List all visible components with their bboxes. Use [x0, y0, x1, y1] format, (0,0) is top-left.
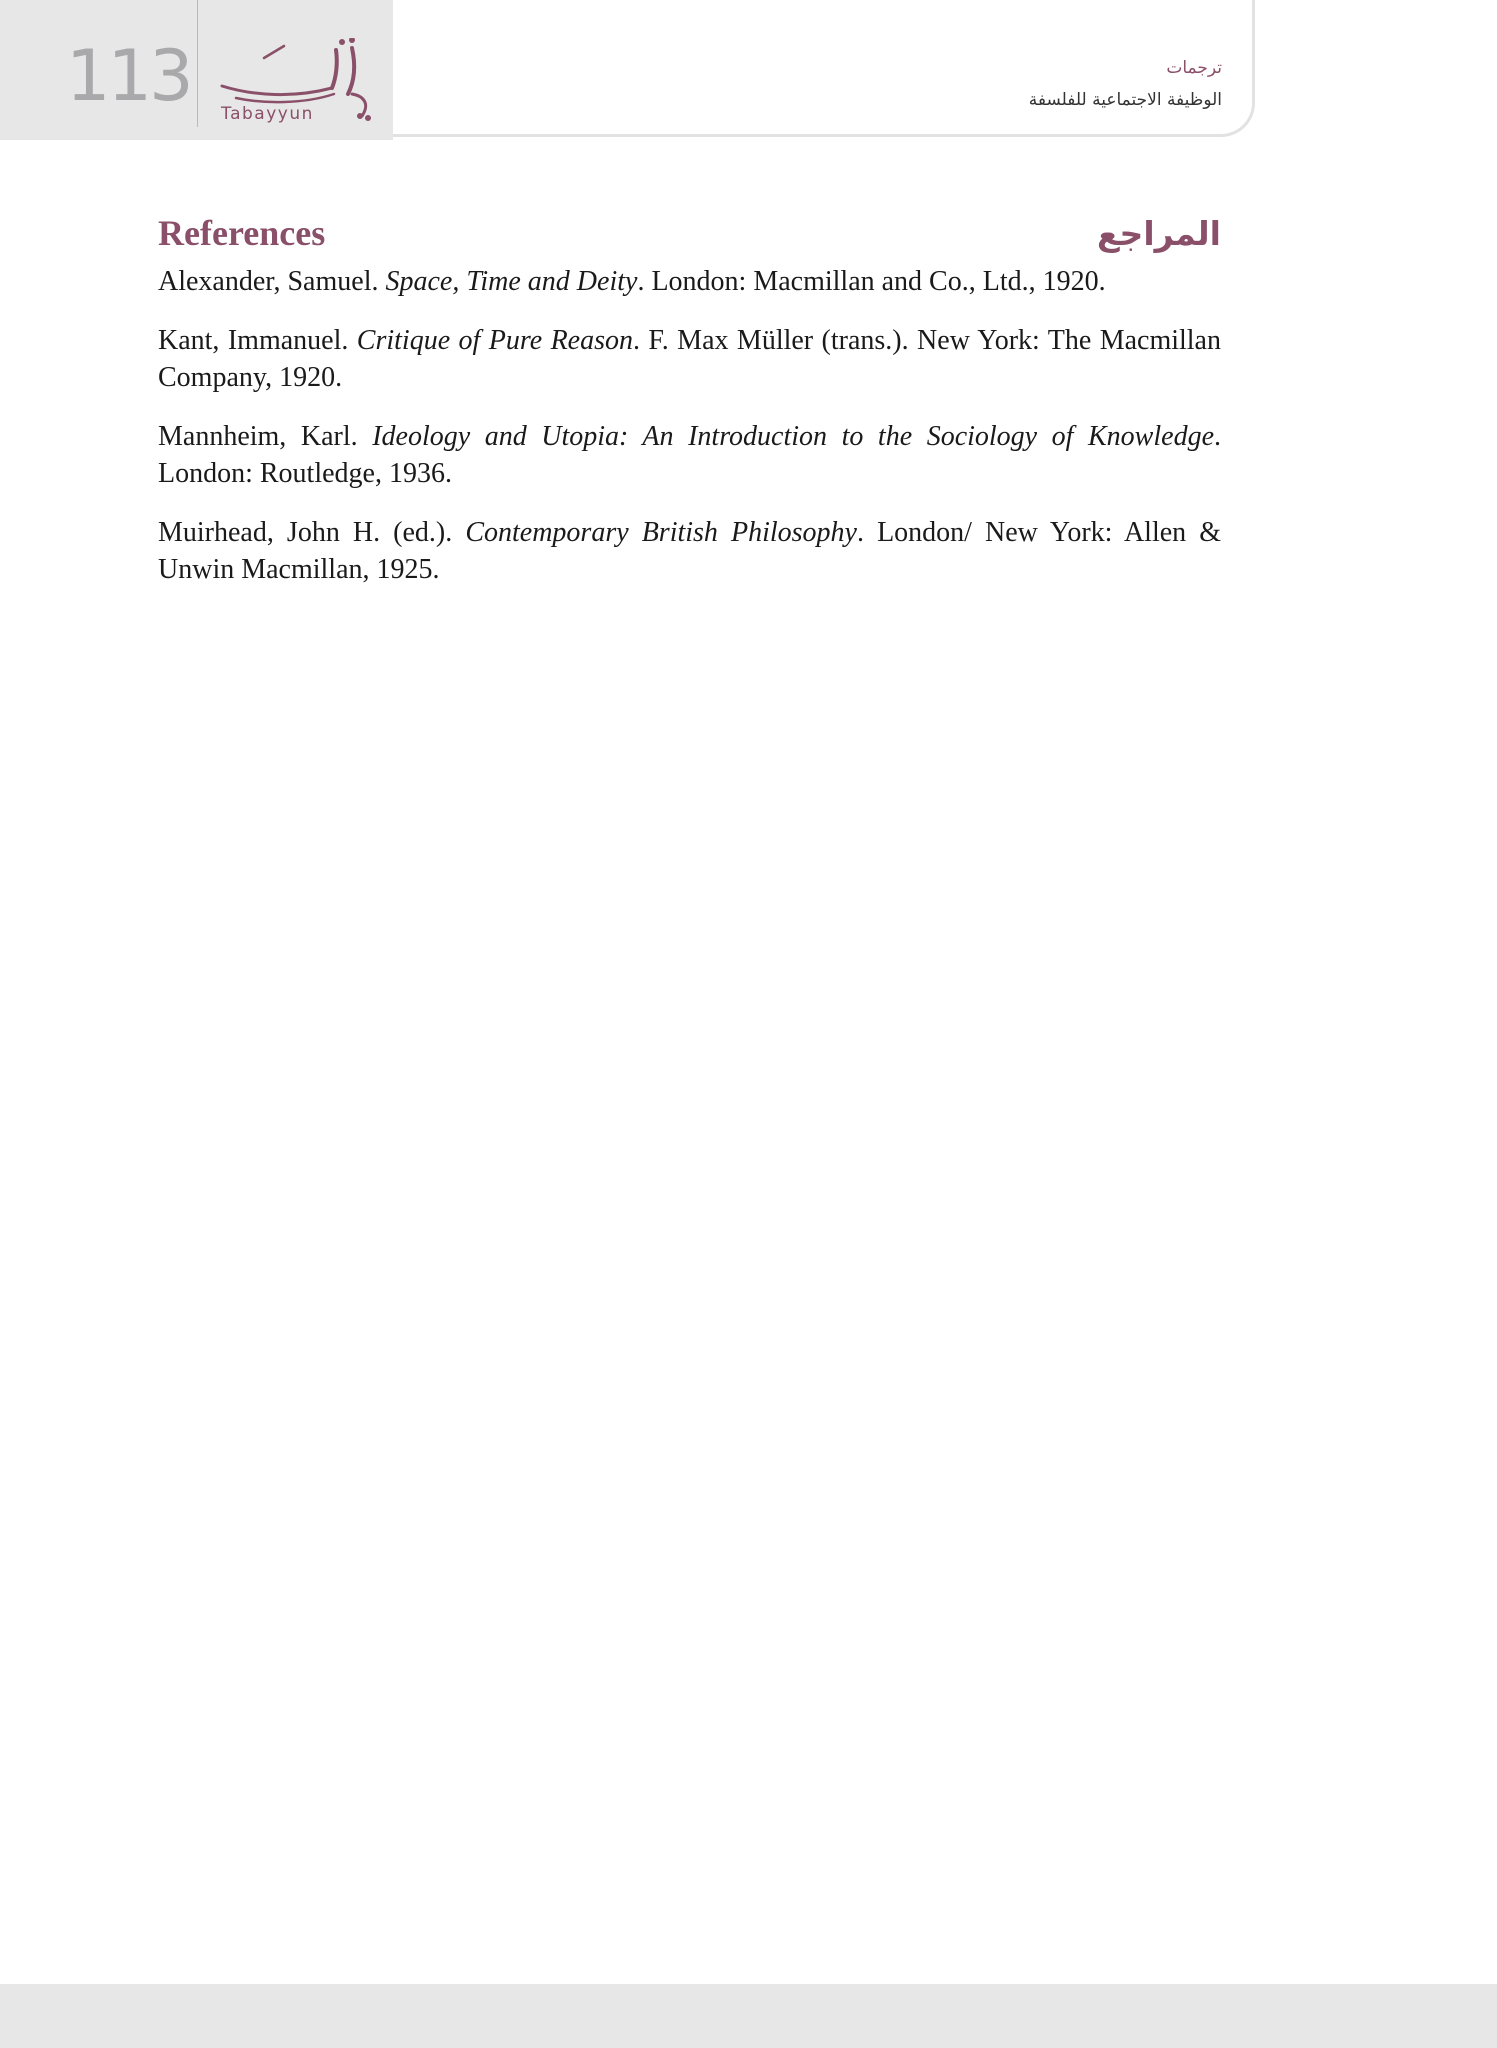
references-heading-arabic: المراجع	[1097, 214, 1221, 253]
reference-author: Mannheim, Karl.	[158, 421, 373, 452]
reference-entry	[158, 514, 1221, 588]
section-label: ترجمات	[1166, 58, 1222, 78]
reference-publication: . F. Max Müller (trans.). New York: The Macmillan Company, 1920.	[158, 325, 1221, 393]
reference-title: Critique of Pure Reason	[356, 325, 633, 356]
reference-title: Space, Time and Deity	[385, 266, 638, 297]
reference-title: Ideology and Utopia: An Introduction to the Sociology of Knowledge	[372, 421, 1214, 452]
logo-wordmark: Tabayyun	[221, 104, 314, 124]
page-number: 113	[66, 35, 191, 117]
reference-author: Alexander, Samuel.	[158, 266, 386, 297]
header-frame	[393, 0, 1255, 137]
references-heading-english: References	[158, 213, 326, 253]
reference-publication: . London: Routledge, 1936.	[158, 421, 1221, 489]
reference-list	[158, 263, 1221, 610]
reference-entry	[158, 263, 1221, 300]
reference-title: Contemporary British Philosophy	[465, 517, 857, 548]
reference-entry	[158, 322, 1221, 396]
references-heading-row	[158, 212, 1221, 262]
reference-entry	[158, 418, 1221, 492]
reference-publication: . London: Macmillan and Co., Ltd., 1920.	[637, 266, 1106, 297]
reference-author: Kant, Immanuel.	[158, 325, 357, 356]
reference-author: Muirhead, John H. (ed.).	[158, 517, 466, 548]
footer-band	[0, 1984, 1497, 2048]
running-article-title: الوظيفة الاجتماعية للفلسفة	[1028, 90, 1222, 110]
header-divider	[197, 0, 198, 127]
reference-publication: . London/ New York: Allen & Unwin Macmillan, 1925.	[158, 517, 1221, 585]
